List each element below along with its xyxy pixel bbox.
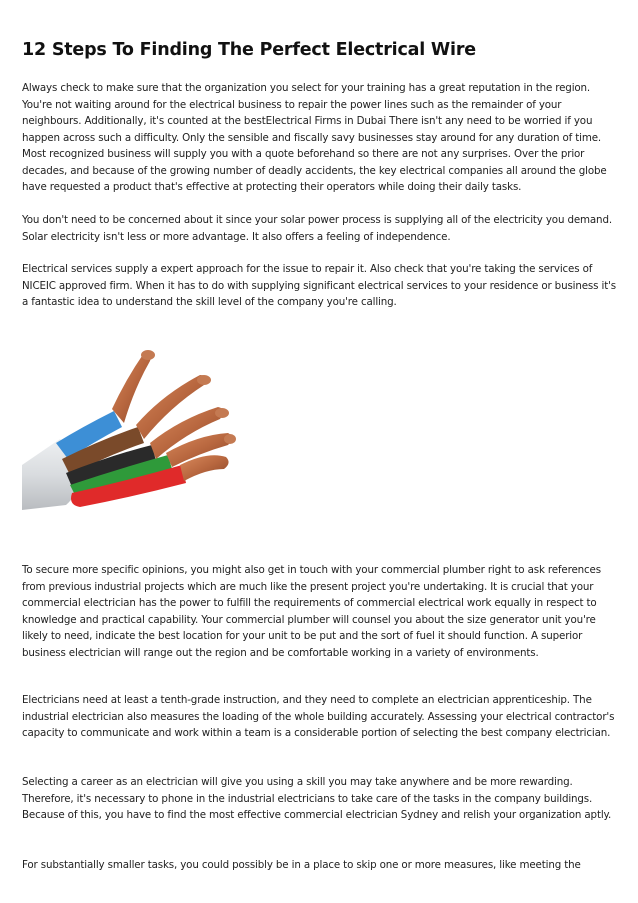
paragraph-1: Always check to make sure that the organization you select for your training has a great reputation in the region. You're not waiting around for the electrical business to repair the power lines such as the remainder of your neighbours. Additionally, it's counted at the bestElectrical Firms in Dubai There isn't any need to be worried if you happen across such a difficulty. Only the sensible and fiscally savy businesses stay around for any duration of time. Most recognized business will supply you with a quote beforehand so there are not any surprises. Over the prior decades, and because of the growing number of deadly accidents, the key electrical companies all around the globe have requested a product that's effective at protecting their operators while doing their daily tasks. xyxy=(22,82,607,193)
document-title: 12 Steps To Finding The Perfect Electrical Wire xyxy=(22,40,476,60)
paragraph-6: Selecting a career as an electrician will give you using a skill you may take anywhere and be more rewarding. Therefore, it's necessary to phone in the industrial electricians to take care of the tasks in the company buildings. Because of this, you have to find the most effective commercial electrician Sydney and relish your organization aptly. xyxy=(22,776,612,821)
electrical-cable-image xyxy=(22,335,244,510)
paragraph-7: For substantially smaller tasks, you could possibly be in a place to skip one or more measures, like meeting the xyxy=(22,859,581,871)
paragraph-3: Electrical services supply a expert approach for the issue to repair it. Also check that you're taking the services of NICEIC approved firm. When it has to do with supplying significant electrical services to your residence or business it's a fantastic idea to understand the skill level of the company you're calling. xyxy=(22,263,616,308)
paragraph-5: Electricians need at least a tenth-grade instruction, and they need to complete an electrician apprenticeship. The industrial electrician also measures the loading of the whole building accurately. Assessing your electrical contractor's capacity to communicate and work within a team is a considerable portion of selecting the best company electrician. xyxy=(22,694,615,739)
paragraph-2: You don't need to be concerned about it since your solar power process is supplying all of the electricity you demand. Solar electricity isn't less or more advantage. It also offers a feeling of independence. xyxy=(22,214,612,243)
paragraph-4: To secure more specific opinions, you might also get in touch with your commercial plumber right to ask references from previous industrial projects which are much like the present project you're undertaking. It is crucial that your commercial electrician has the power to fulfill the requirements of commercial electrical work equally in respect to knowledge and practical capability. Your commercial plumber will counsel you about the size generator unit you're likely to need, indicate the best location for your unit to be put and the sort of fuel it should function. A superior business electrician will range out the region and be comfortable working in a variety of environments. xyxy=(22,564,601,659)
